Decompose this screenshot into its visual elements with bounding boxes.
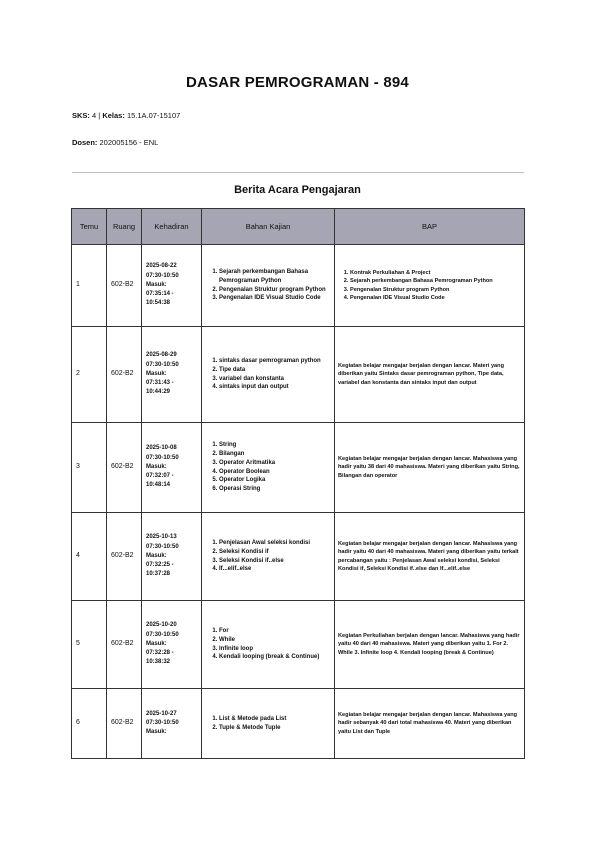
bap-item: 2. Sejarah perkembangan Bahasa Pemrograman Python <box>350 277 521 285</box>
attendance-line: 10:48:14 <box>146 482 171 489</box>
bap-text: Kegiatan belajar mengajar berjalan dengan lancar. Mahasiswa yang hadir yaitu 40 dari 40 mahasiswa. Materi yang diberikan yaitu terkait percabangan yaitu : Penjelasan Awal seleksi kondisi, Seleksi Kondisi if, Seleksi Kondisi if..else dan If...elif..else <box>338 541 519 572</box>
bap-cell <box>335 513 525 601</box>
material-item: 3. variabel dan konstanta <box>219 375 331 384</box>
material-list <box>205 627 331 662</box>
bap-cell <box>335 327 525 423</box>
bap-item: 1. Kontrak Perkuliahan & Project <box>350 269 521 277</box>
room: 602-B2 <box>107 245 142 327</box>
attendance-line: Masuk: <box>146 281 167 288</box>
study-material <box>202 423 335 513</box>
attendance-line: 07:30-10:50 <box>146 272 179 279</box>
attendance-line: 07:30-10:50 <box>146 719 179 726</box>
table-row <box>72 245 525 327</box>
table-row <box>72 327 525 423</box>
meeting-number: 3 <box>72 423 107 513</box>
attendance <box>142 601 202 689</box>
attendance <box>142 423 202 513</box>
material-item: 2. Pengenalan Struktur program Python <box>219 286 331 295</box>
material-item: 4. Kendali looping (break & Continue) <box>219 653 331 662</box>
attendance-line: 10:37:28 <box>146 571 171 578</box>
material-item: 3. Seleksi Kondisi if..else <box>219 557 331 566</box>
divider <box>72 172 524 173</box>
attendance-line: 07:32:07 - <box>146 473 174 480</box>
meeting-number: 1 <box>72 245 107 327</box>
dosen-value: 202005156 - ENL <box>99 138 159 147</box>
material-item: 2. Bilangan <box>219 450 331 459</box>
material-item: 5. Operator Logika <box>219 476 331 485</box>
col-ruang: Ruang <box>107 209 142 245</box>
attendance-line: 2025-10-13 <box>146 534 177 541</box>
attendance-line: 2025-08-29 <box>146 352 177 359</box>
teaching-record-table <box>71 208 525 759</box>
section-title: Berita Acara Pengajaran <box>234 184 361 196</box>
course-info <box>72 111 180 120</box>
room: 602-B2 <box>107 423 142 513</box>
material-list <box>205 715 331 732</box>
material-item: 1. List & Metode pada List <box>219 715 331 724</box>
attendance-line: Masuk: <box>146 552 167 559</box>
attendance <box>142 327 202 423</box>
table-header-row <box>72 209 525 245</box>
bap-text: Kegiatan Perkuliahan berjalan dengan lancar. Mahasiswa yang hadir yaitu 40 dari 40 mahasiswa. Materi yang diberikan yaitu 1. For 2. While 3. Infinite loop 4. Kendali looping (break & Continue) <box>338 633 520 656</box>
bap-cell <box>335 245 525 327</box>
meeting-number: 2 <box>72 327 107 423</box>
study-material <box>202 689 335 759</box>
info-separator: | <box>98 111 101 120</box>
bap-item: 4. Pengenalan IDE Visual Studio Code <box>350 294 521 302</box>
attendance-line: 10:54:38 <box>146 300 171 307</box>
dosen-label: Dosen: <box>72 138 98 147</box>
room: 602-B2 <box>107 689 142 759</box>
lecturer-info <box>72 138 158 147</box>
material-item: 2. While <box>219 636 331 645</box>
room: 602-B2 <box>107 513 142 601</box>
attendance-line: 07:32:25 - <box>146 562 174 569</box>
attendance-line: Masuk: <box>146 729 167 736</box>
material-item: 3. Pengenalan IDE Visual Studio Code <box>219 294 331 303</box>
table-row <box>72 601 525 689</box>
table-row <box>72 423 525 513</box>
study-material <box>202 513 335 601</box>
bap-item: 3. Pengenalan Struktur program Python <box>350 286 521 294</box>
bap-list <box>338 269 521 301</box>
bap-text: Kegiatan belajar mengajar berjalan dengan lancar. Materi yang diberikan yaitu Sintaks dasar pemrograman python, Tipe data, variabel dan konstanta dan sintaks input dan output <box>338 363 505 386</box>
study-material <box>202 245 335 327</box>
material-item: 1. Penjelasan Awal seleksi kondisi <box>219 539 331 548</box>
attendance-line: 07:30-10:50 <box>146 454 179 461</box>
material-item: 1. Sejarah perkembangan Bahasa Pemrograman Python <box>219 268 331 285</box>
attendance <box>142 513 202 601</box>
bap-text: Kegiatan belajar mengajar berjalan dengan lancar. Mahasiswa yang hadir sebanyak 40 dari total mahasiswa 40. Materi yang diberikan yaitu List dan Tuple <box>338 712 518 735</box>
material-item: 4. Operator Boolean <box>219 468 331 477</box>
material-item: 4. If...elif..else <box>219 565 331 574</box>
material-list <box>205 539 331 574</box>
material-item: 2. Tipe data <box>219 366 331 375</box>
material-list <box>205 357 331 392</box>
attendance-line: 07:30-10:50 <box>146 543 179 550</box>
attendance-line: 10:44:29 <box>146 389 171 396</box>
kelas-value: 15.1A.07-15107 <box>126 111 181 120</box>
attendance-line: 07:31:43 - <box>146 380 174 387</box>
attendance-line: 2025-10-27 <box>146 710 177 717</box>
study-material <box>202 601 335 689</box>
attendance-line: 07:32:28 - <box>146 650 174 657</box>
material-item: 2. Tuple & Metode Tuple <box>219 724 331 733</box>
attendance-line: Masuk: <box>146 640 167 647</box>
col-bap: BAP <box>335 209 525 245</box>
attendance-line: 07:30-10:50 <box>146 361 179 368</box>
bap-text: Kegiatan belajar mengajar berjalan dengan lancar. Mahasiswa yang hadir yaitu 38 dari 40 mahasiswa. Materi yang diberikan yaitu String, Bilangan dan operator <box>338 456 520 479</box>
attendance-line: 2025-08-22 <box>146 263 177 270</box>
col-bahan-kajian: Bahan Kajian <box>202 209 335 245</box>
attendance <box>142 689 202 759</box>
sks-label: SKS: <box>72 111 90 120</box>
attendance-line: 2025-10-20 <box>146 622 177 629</box>
attendance-line: Masuk: <box>146 370 167 377</box>
meeting-number: 6 <box>72 689 107 759</box>
room: 602-B2 <box>107 327 142 423</box>
meeting-number: 5 <box>72 601 107 689</box>
table-row <box>72 689 525 759</box>
attendance <box>142 245 202 327</box>
col-kehadiran: Kehadiran <box>142 209 202 245</box>
kelas-label: Kelas: <box>102 111 125 120</box>
material-list <box>205 441 331 493</box>
room: 602-B2 <box>107 601 142 689</box>
bap-cell <box>335 423 525 513</box>
material-item: 6. Operasi String <box>219 485 331 494</box>
material-item: 3. Operator Aritmatika <box>219 459 331 468</box>
material-item: 3. Infinite loop <box>219 645 331 654</box>
attendance-line: 10:38:32 <box>146 659 171 666</box>
col-temu: Temu <box>72 209 107 245</box>
attendance-line: 07:30-10:50 <box>146 631 179 638</box>
material-item: 1. For <box>219 627 331 636</box>
attendance-line: 2025-10-08 <box>146 445 177 452</box>
attendance-line: Masuk: <box>146 463 167 470</box>
meeting-number: 4 <box>72 513 107 601</box>
attendance-line: 07:35:14 - <box>146 291 174 298</box>
bap-cell <box>335 689 525 759</box>
study-material <box>202 327 335 423</box>
table-row <box>72 513 525 601</box>
material-item: 1. sintaks dasar pemrograman python <box>219 357 331 366</box>
material-list <box>205 268 331 303</box>
material-item: 4. sintaks input dan output <box>219 383 331 392</box>
bap-cell <box>335 601 525 689</box>
material-item: 1. String <box>219 441 331 450</box>
material-item: 2. Seleksi Kondisi if <box>219 548 331 557</box>
page-title: DASAR PEMROGRAMAN - 894 <box>186 74 409 91</box>
sks-value: 4 <box>92 111 97 120</box>
